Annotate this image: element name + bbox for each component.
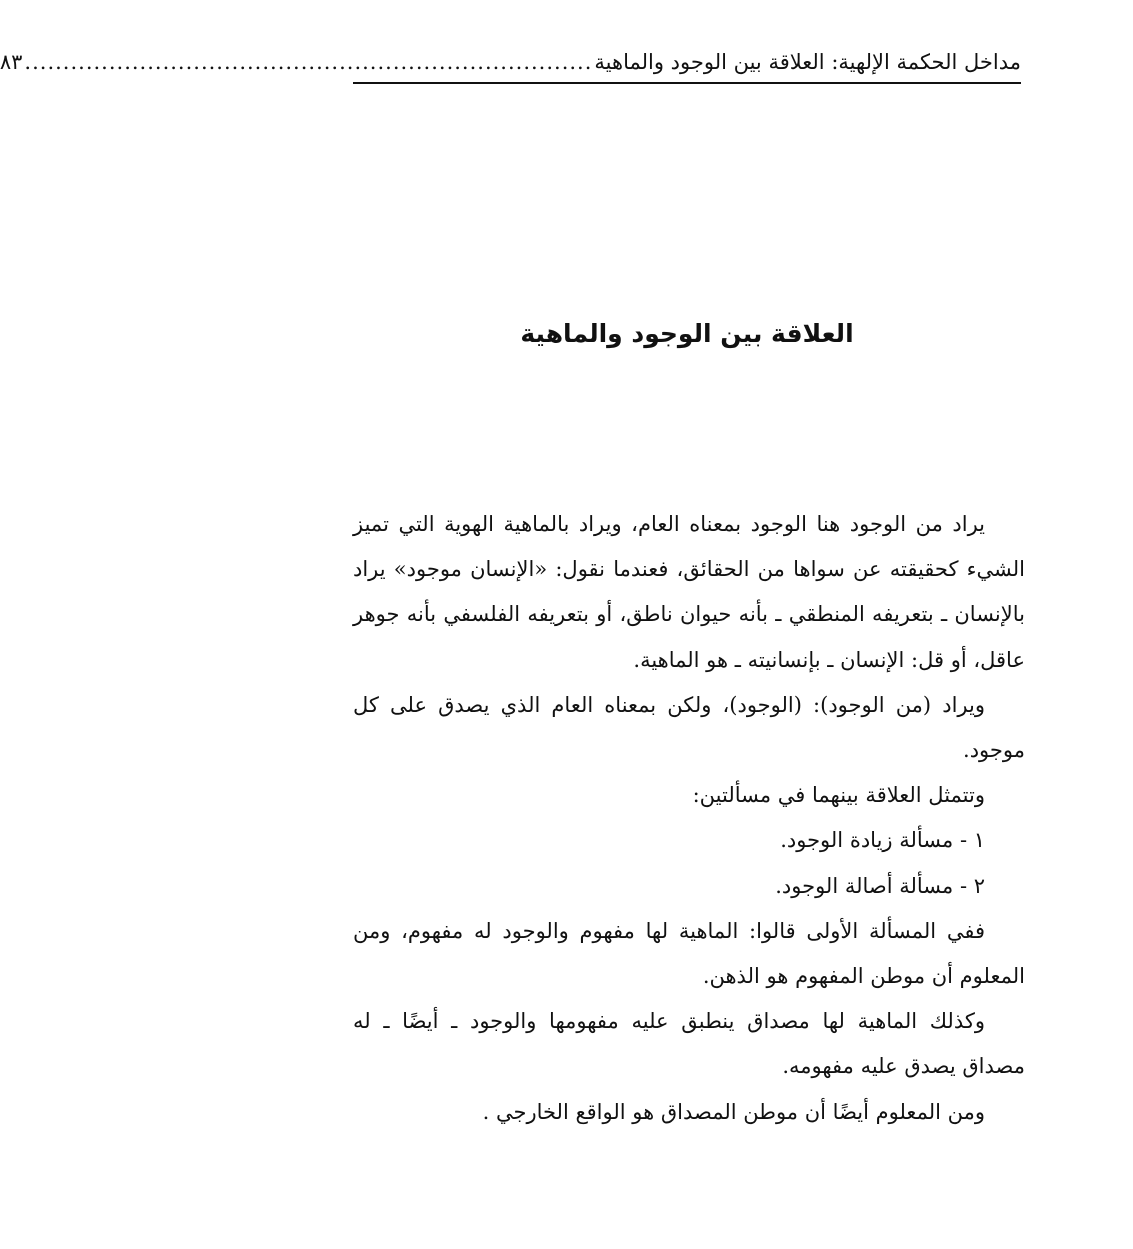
chapter-title: العلاقة بين الوجود والماهية [520,319,854,348]
paragraph-existence-meaning: ويراد (من الوجود): (الوجود)، ولكن بمعناه العام الذي يصدق على كل موجود. [353,692,1025,763]
list-item-issue-2: ٢ - مسألة أصالة الوجود. [775,873,985,898]
running-head [0,44,1021,80]
list-item-issue-1: ١ - مسألة زيادة الوجود. [780,828,985,853]
body-text [353,502,1025,1135]
page-number: ٨٣ [0,50,23,74]
paragraph-instance: وكذلك الماهية لها مصداق ينطبق عليه مفهومها والوجود ـ أيضًا ـ له مصداق يصدق عليه مفهومه. [353,1009,1025,1079]
paragraph-two-issues-intro: وتتمثل العلاقة بينهما في مسألتين: [692,783,985,808]
paragraph-definition: يراد من الوجود هنا الوجود بمعناه العام، ويراد بالماهية الهوية التي تميز الشيء كحقيقته عن سواها من الحقائق، فعندما نقول: «الإنسان موجود» يراد بالإنسان ـ بتعريفه المنطقي ـ بأنه حيوان ناطق، أو بتعريفه الفلسفي بأنه جوهر عاقل، أو قل: الإنسان ـ بإنسانيته ـ هو الماهية. [353,512,1025,672]
paragraph-first-issue: ففي المسألة الأولى قالوا: الماهية لها مفهوم والوجود له مفهوم، ومن المعلوم أن موطن المفهوم هو الذهن. [353,918,1025,989]
running-head-leader-dots: .......................................................................... [24,50,593,74]
paragraph-external-reality: ومن المعلوم أيضًا أن موطن المصداق هو الواقع الخارجي . [482,1099,985,1124]
running-head-title: مداخل الحكمة الإلهية: العلاقة بين الوجود والماهية [594,50,1021,74]
header-rule [353,82,1021,84]
